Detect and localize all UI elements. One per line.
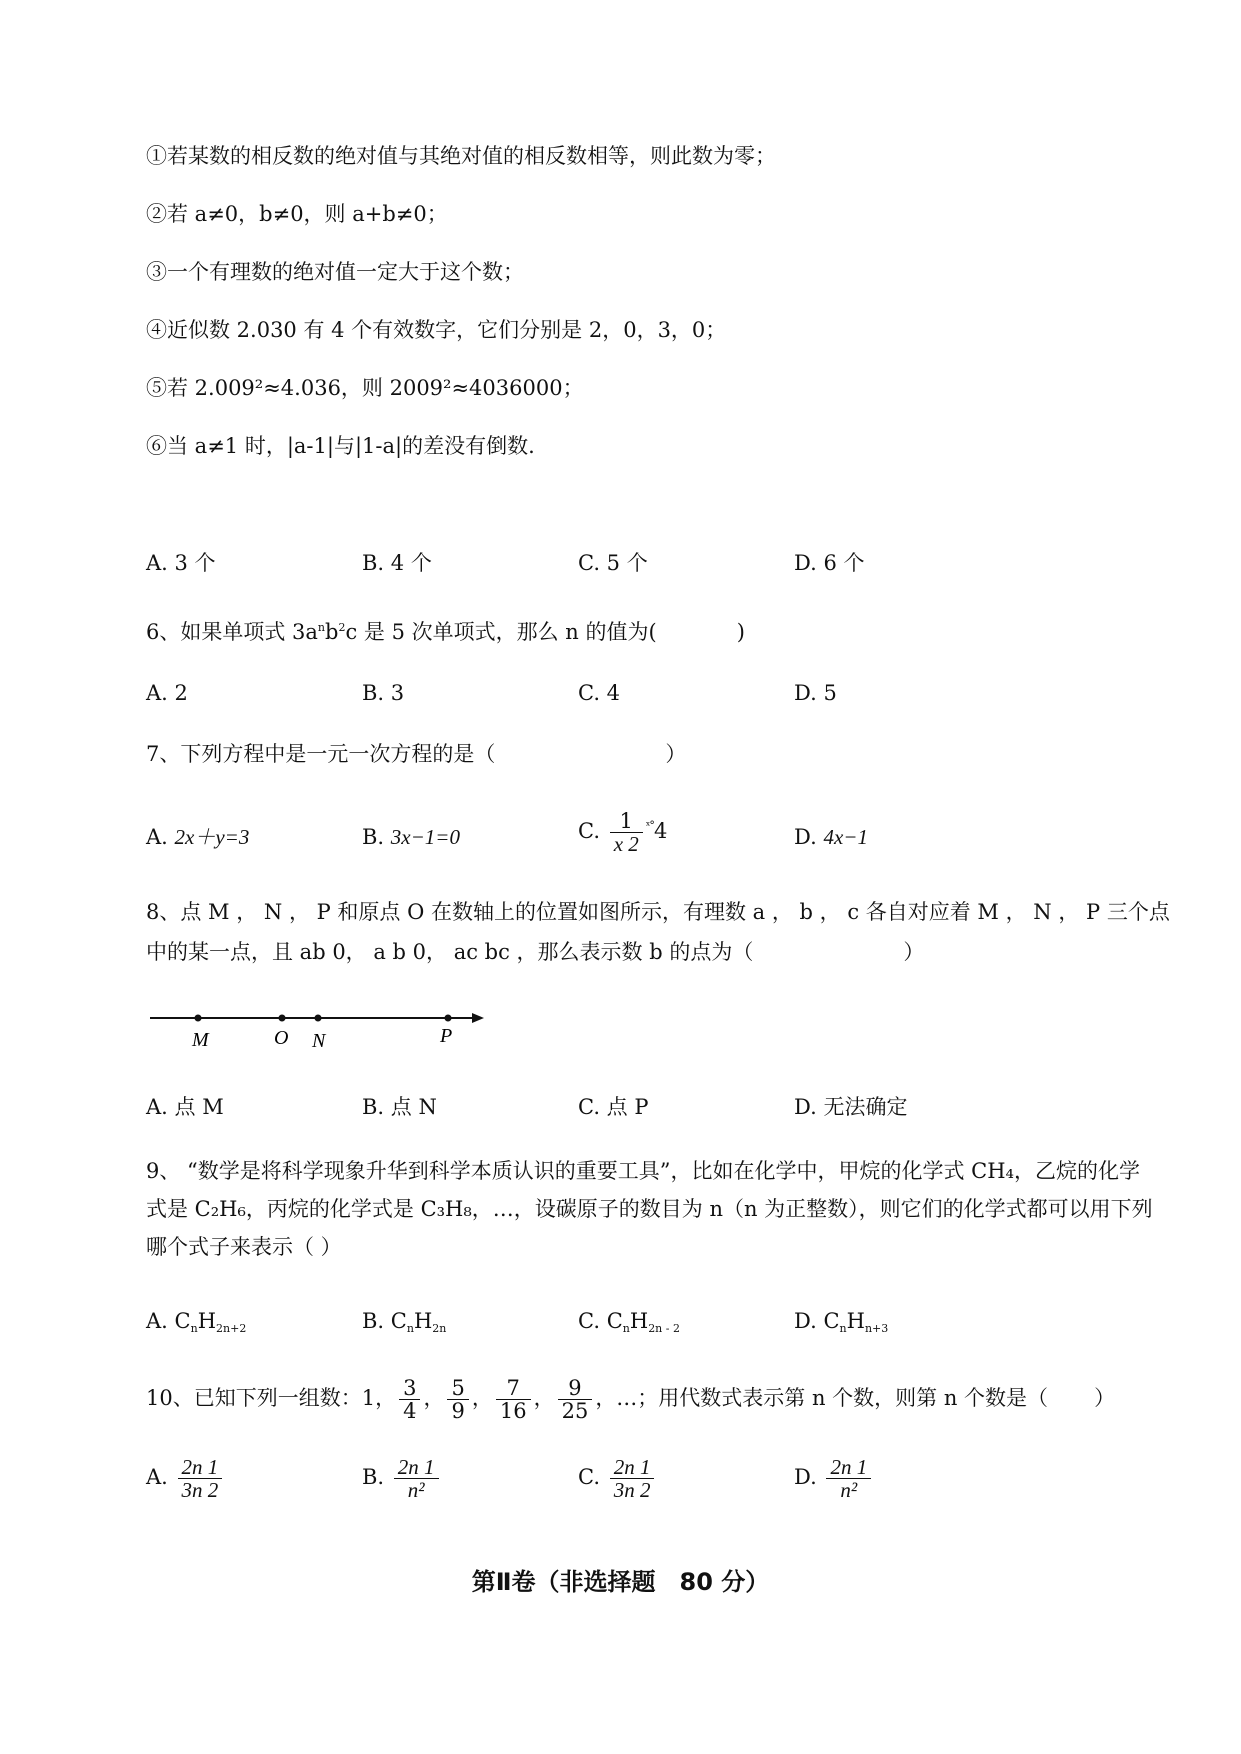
q8-options xyxy=(146,1092,1106,1132)
q7-option-b[interactable] xyxy=(362,822,460,852)
section-title: 第Ⅱ卷（非选择题 80 分） xyxy=(471,1568,770,1596)
q6-option-d[interactable]: D. 5 xyxy=(794,681,837,705)
q5-options xyxy=(146,548,1106,588)
q7-option-c-fraction xyxy=(610,810,643,855)
q6-stem-c: c 是 5 次单项式，那么 n 的值为( xyxy=(345,620,657,644)
q8-stem-line2-text: 中的某一点，且 ab 0， a b 0， ac bc ，那么表示数 b 的点为（ xyxy=(146,940,754,964)
number-line-figure xyxy=(146,1004,496,1054)
q8-option-b[interactable]: B. 点 N xyxy=(362,1095,437,1119)
q6-stem-end: ) xyxy=(736,620,745,644)
q6-option-c[interactable]: C. 4 xyxy=(578,681,621,705)
statement-3: ③一个有理数的绝对值一定大于这个数； xyxy=(146,260,524,284)
q10-fraction-4: $\frac{9}{25}$ xyxy=(558,1377,593,1422)
q7-options xyxy=(146,810,1106,866)
q10-option-d-fraction: $\frac{2n 1}{\text{n²}}$ xyxy=(826,1456,871,1501)
q7-stem-text: 7、下列方程中是一元一次方程的是（ xyxy=(146,742,496,766)
q10-stem-b: ，…；用代数式表示第 n 个数，则第 n 个数是（ xyxy=(595,1386,1049,1410)
number-line-arrow xyxy=(472,1013,484,1023)
q7-option-d[interactable] xyxy=(794,822,868,852)
q9-stem: 9、 “数学是将科学现象升华到科学本质认识的重要工具”，比如在化学中，甲烷的化学式 CH₄，乙烷的化学式是 C₂H₆，丙烷的化学式是 C₃H₈，…，设碳原子的数目为 n（n 为正整数），则它们的化学式都可以用下列哪个式子来表示（ ） xyxy=(146,1159,1153,1259)
q6-exponent-2: 2 xyxy=(338,621,346,634)
q10-stem-end: ） xyxy=(1094,1386,1116,1410)
q7-option-c-tail: 4 xyxy=(653,819,668,843)
q10-fraction-3: $\frac{7}{16}$ xyxy=(496,1377,531,1422)
label-p: P xyxy=(440,1025,453,1047)
q10-option-b[interactable]: B. $\frac{2n 1}{\text{n²}}$ xyxy=(362,1456,442,1501)
statement-1: ①若某数的相反数的绝对值与其绝对值的相反数相等，则此数为零； xyxy=(146,144,776,168)
q6-option-b[interactable]: B. 3 xyxy=(362,681,405,705)
q9-option-b[interactable]: B. $C_nH_{2n}$ xyxy=(362,1309,447,1335)
q7-option-c[interactable] xyxy=(578,810,667,855)
q8-option-c[interactable]: C. 点 P xyxy=(578,1095,649,1119)
point-n xyxy=(315,1015,322,1022)
q7-option-a[interactable] xyxy=(146,822,249,852)
point-m xyxy=(195,1015,202,1022)
q7-option-c-label: C. xyxy=(578,819,600,843)
q10-option-d[interactable]: D. $\frac{2n 1}{\text{n²}}$ xyxy=(794,1456,874,1501)
statement-4: ④近似数 2.030 有 4 个有效数字，它们分别是 2，0，3，0； xyxy=(146,318,727,342)
q10-option-a[interactable]: A. $\frac{2n 1}{3n 2}$ xyxy=(146,1456,225,1501)
q10-fraction-1: $\frac{3}{4}$ xyxy=(399,1377,420,1422)
q7-option-b-label: B. xyxy=(362,825,385,849)
statement-2: ②若 a≠0，b≠0，则 a+b≠0； xyxy=(146,202,448,226)
q7-option-b-expr: 3x−1=0 xyxy=(390,825,460,849)
label-o: O xyxy=(274,1027,289,1049)
q7-option-d-label: D. xyxy=(794,825,817,849)
q9-options xyxy=(146,1306,1106,1346)
q10-option-b-fraction: $\frac{2n 1}{\text{n²}}$ xyxy=(394,1456,439,1501)
q10-option-a-fraction: $\frac{2n 1}{3n 2}$ xyxy=(178,1456,223,1501)
q6-stem-b: b xyxy=(325,620,339,644)
q7-option-d-expr: 4x−1 xyxy=(823,825,868,849)
label-m: M xyxy=(192,1029,209,1051)
q7-stem xyxy=(146,740,686,768)
q5-option-d[interactable]: D. 6 个 xyxy=(794,551,865,575)
statement-5: ⑤若 2.009²≈4.036，则 2009²≈4036000； xyxy=(146,376,584,400)
q5-option-c[interactable]: C. 5 个 xyxy=(578,551,648,575)
q5-option-a[interactable]: A. 3 个 xyxy=(146,551,216,575)
q9-option-d[interactable]: D. $C_nH_{n+3}$ xyxy=(794,1309,889,1335)
point-o xyxy=(279,1015,286,1022)
q10-stem: 10、已知下列一组数：1， $\frac{3}{4}$ ， $\frac{5}{9}$ ， $\frac{7}{16}$ ， $\frac{9}{25}$ ，…；用代数式表示第 n 个数，则第 n 个数是（ ） xyxy=(146,1376,1116,1423)
q10-option-c[interactable]: C. $\frac{2n 1}{3n 2}$ xyxy=(578,1456,657,1501)
q6-stem-a: 6、如果单项式 3a xyxy=(146,620,318,644)
q7-option-a-expr: 2x＋y=3 xyxy=(174,825,250,849)
q5-option-b[interactable]: B. 4 个 xyxy=(362,551,432,575)
point-p xyxy=(445,1015,452,1022)
q8-option-a[interactable]: A. 点 M xyxy=(146,1095,224,1119)
q7-option-c-denominator: x 2 xyxy=(613,832,639,856)
q10-options xyxy=(146,1456,1106,1516)
q6-stem xyxy=(146,614,745,646)
q6-option-a[interactable]: A. 2 xyxy=(146,681,188,705)
q8-stem-line1: 8、点 M ， N ， P 和原点 O 在数轴上的位置如图所示，有理数 a ， b ， c 各自对应着 M ， N ， P 三个点 xyxy=(146,900,1170,924)
q7-option-c-numerator: 1 xyxy=(610,810,643,833)
q7-option-a-label: A. xyxy=(146,825,168,849)
q8-stem-line2-end: ） xyxy=(903,940,925,964)
q6-options xyxy=(146,678,1106,718)
statement-6: ⑥当 a≠1 时，|a-1|与|1-a|的差没有倒数. xyxy=(146,434,535,458)
q8-stem-line2 xyxy=(146,938,924,966)
label-n: N xyxy=(312,1030,326,1052)
q10-fraction-2: $\frac{5}{9}$ xyxy=(447,1377,468,1422)
q7-stem-end: ） xyxy=(665,742,687,766)
q9-option-c[interactable]: C. $C_nH_{2n - 2}$ xyxy=(578,1309,680,1335)
q9-option-a[interactable]: A. $C_nH_{2n+2}$ xyxy=(146,1309,247,1335)
q7-option-c-garbled-symbol: ˣ° xyxy=(645,819,654,832)
q6-exponent-n: n xyxy=(317,621,326,634)
q10-option-c-fraction: $\frac{2n 1}{3n 2}$ xyxy=(610,1456,655,1501)
q10-stem-a: 10、已知下列一组数：1， xyxy=(146,1386,397,1410)
q8-option-d[interactable]: D. 无法确定 xyxy=(794,1095,908,1119)
